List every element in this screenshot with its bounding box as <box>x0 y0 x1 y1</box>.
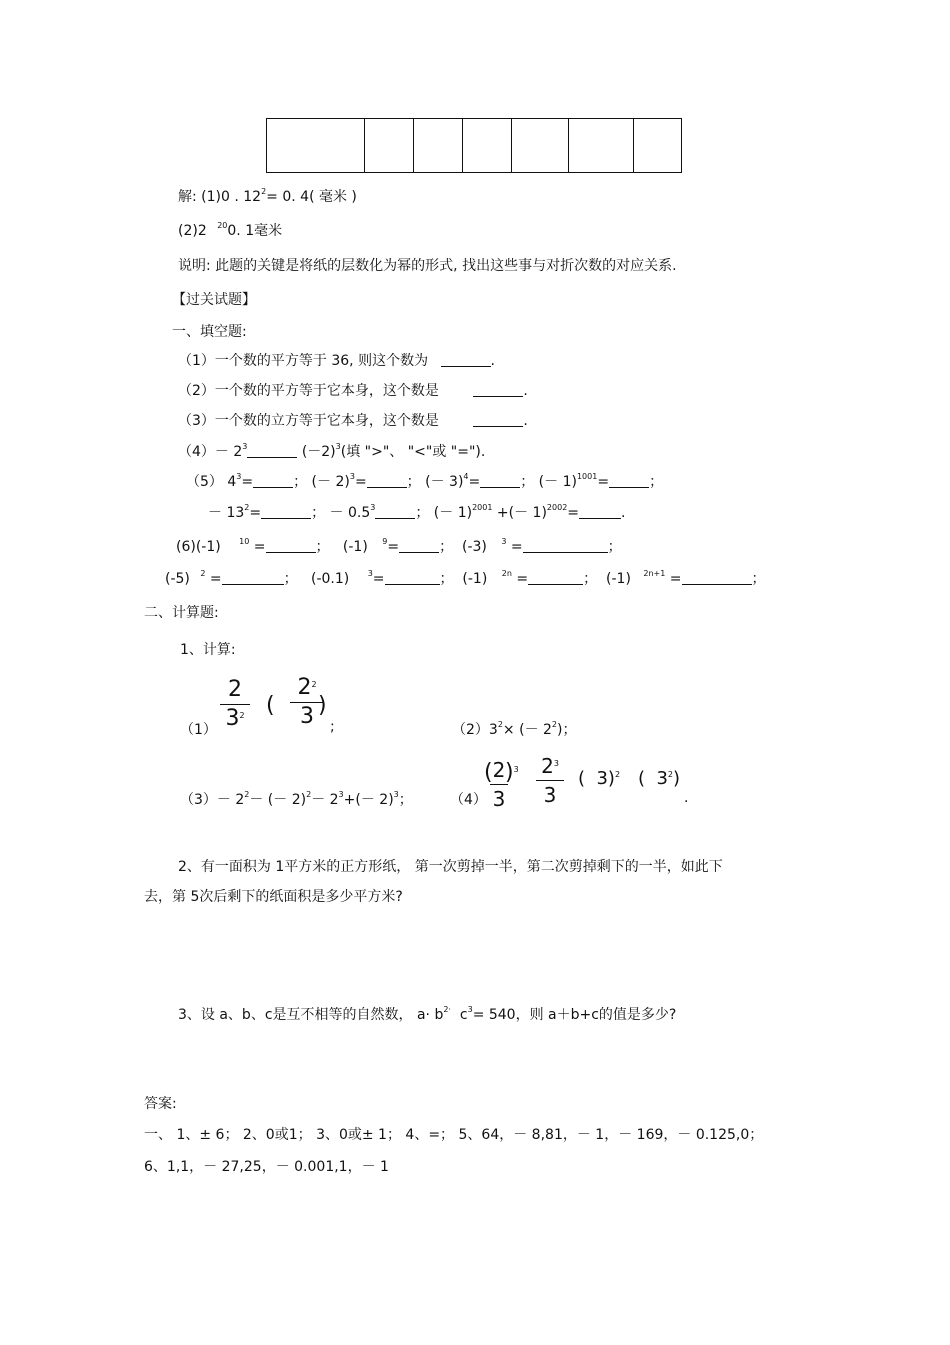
solution-note: 说明: 此题的关键是将纸的层数化为幂的形式, 找出这些事与对折次数的对应关系. <box>178 258 677 274</box>
calc-p4-label: （4） <box>450 792 487 808</box>
calc-q2-line1: 2、有一面积为 1平方米的正方形纸， 第一次剪掉一半，第二次剪掉剩下的一半，如此下 <box>178 859 723 875</box>
question-6-line1: (6)(-1) $^{10}$ = ； (-1) $^9$= ； (-3) $^3$ = ； <box>176 537 622 555</box>
answers-line1: 一、 1、± 6； 2、0或1； 3、0或± 1； 4、=； 5、64，－ 8,81，－ 1，－ 169，－ 0.125,0； <box>144 1127 764 1143</box>
calc-p2: $(2)3^2\times$ (－ $2^2$)； <box>452 720 577 738</box>
solution-part1-text: 解: (1)0 . 12 <box>178 189 262 205</box>
fraction: 2 $3^2$ <box>220 678 250 731</box>
question-text: (-3) <box>461 539 487 555</box>
question-text: （2）一个数的平方等于它本身，这个数是 <box>178 383 439 399</box>
question-text: (－2) <box>301 444 336 460</box>
paren: )$^3$ <box>505 760 519 785</box>
calc-q3-tail: c <box>459 1007 468 1023</box>
question-text: (-1) <box>462 571 488 587</box>
question-text: （4）－ 2 <box>178 444 243 460</box>
question-4: $(4)- 2^3$ $(-2)^3$(填 ">"、 "<"或 "="). <box>178 442 486 460</box>
calc-p2-rest: × (－ 2 <box>502 722 552 738</box>
calc-p2-text: （2）3 <box>452 722 498 738</box>
question-2: （2）一个数的平方等于它本身，这个数是 . <box>178 383 528 399</box>
answer-blank <box>473 384 523 397</box>
paren: ) <box>318 693 327 718</box>
grid-cell <box>365 119 414 173</box>
question-5-line1: （5） $4^3=$ ； (－ 2)$^3$= ； (－ 3)$^4$= ； (－ 1)$^{1001}$= ； <box>186 472 664 490</box>
grid-cell <box>267 119 365 173</box>
calc-p3: $(3)- 2^2-$ (－ $2)^2- 2^3+(- 2)^3$； <box>180 790 413 808</box>
calc-q3-text: 3、设 a、b、c是互不相等的自然数， a· b <box>178 1007 444 1023</box>
question-text: （3）一个数的立方等于它本身，这个数是 <box>178 413 439 429</box>
question-3: （3）一个数的立方等于它本身，这个数是 . <box>178 413 528 429</box>
question-text: （1）一个数的平方等于 36, 则这个数为 <box>178 353 429 369</box>
grid-cell <box>414 119 463 173</box>
calc-q3-end: = 540，则 a＋b+c的值是多少? <box>472 1007 677 1023</box>
solution-part2-tail: 0. 1毫米 <box>227 223 283 239</box>
question-6-line2: (-5) $^2$ = ； (-0.1) $^3$= ； (-1) $^{2n}$ = ； (-1) $^{2n+1}$ = ； <box>165 569 766 587</box>
solution-part2 <box>178 220 282 240</box>
fill-blank-heading: 一、填空题: <box>172 324 247 340</box>
fraction: $2^3$ 3 <box>536 754 564 807</box>
solution-part1 <box>178 186 357 206</box>
grid-cell <box>463 119 512 173</box>
period: . <box>684 790 689 806</box>
question-1: （1）一个数的平方等于 36, 则这个数为 . <box>178 353 495 369</box>
question-text: (6)(-1) <box>176 539 221 555</box>
question-text: (填 ">"、 "<"或 "="). <box>340 444 486 460</box>
answer-blank <box>473 414 523 427</box>
blank-grid-table <box>266 118 682 173</box>
grid-cell <box>569 119 634 173</box>
solution-part2-base: (2)2 <box>178 223 207 239</box>
paren: ( <box>484 760 493 785</box>
calc-p3-text: （3）－ 2 <box>180 792 245 808</box>
section-title: 【过关试题】 <box>172 292 256 308</box>
semicolon: ; <box>330 719 335 735</box>
calc-q3: 3、设 a、b、c是互不相等的自然数， $a\cdot b^{2\cdot}$ $c^3= 540$，则 a＋b+c的值是多少? <box>178 1005 677 1023</box>
solution-part1-tail: = 0. 4( 毫米 ) <box>266 189 357 205</box>
answers-line2: 6、1,1，－ 27,25，－ 0.001,1，－ 1 <box>144 1159 389 1175</box>
exponent: 2· <box>443 1005 451 1014</box>
grid-cell <box>512 119 569 173</box>
grid-cell <box>634 119 682 173</box>
question-5-line2: － $13^2=$ ； － $0.5^3$ ； (－ 1)$^{2001}$ +(－ 1)$^{2002}$= . <box>208 503 626 521</box>
expression: ( 3)$^2$ <box>578 768 621 789</box>
answers-heading: 答案: <box>144 1096 177 1112</box>
calc-q2-line2: 去，第 5次后剩下的纸面积是多少平方米? <box>144 889 403 905</box>
question-text: (-0.1) <box>310 571 350 587</box>
question-label: （5） <box>186 474 223 490</box>
question-text: (-5) <box>165 571 190 587</box>
calc-sub: 1、计算: <box>180 642 236 658</box>
calc-p1-label: （1） <box>180 722 217 738</box>
fraction: $2^2$ 3 <box>290 676 324 729</box>
question-text: (-1) <box>606 571 631 587</box>
answer-blank <box>441 354 491 367</box>
paren: ( <box>266 693 275 718</box>
exponent: 2 <box>261 187 267 196</box>
fraction: 2 3 <box>490 758 508 811</box>
answer-blank <box>247 445 297 458</box>
calc-heading: 二、计算题: <box>144 605 219 621</box>
expression: ( $3^2$) <box>638 768 681 789</box>
question-text: (-1) <box>342 539 368 555</box>
exponent: 20 <box>217 221 228 230</box>
